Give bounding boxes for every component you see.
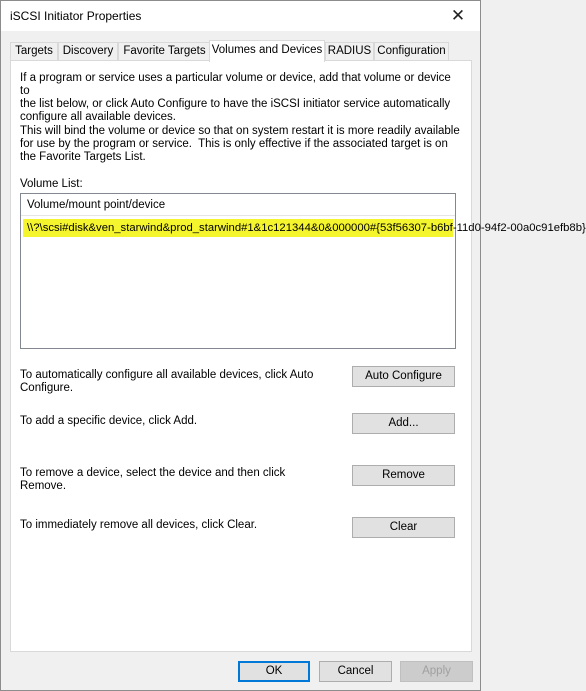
apply-button[interactable]: Apply [400, 661, 473, 682]
clear-button[interactable]: Clear [352, 517, 455, 538]
tab-discovery[interactable]: Discovery [58, 42, 118, 60]
volume-list-header[interactable] [21, 194, 455, 216]
remove-button[interactable]: Remove [352, 465, 455, 486]
tab-volumes-and-devices[interactable]: Volumes and Devices [209, 40, 325, 62]
auto-configure-button[interactable]: Auto Configure [352, 366, 455, 387]
column-header-volume: Volume/mount point/device [27, 199, 166, 211]
remove-description: To remove a device, select the device and then click Remove. [20, 467, 286, 492]
add-description: To add a specific device, click Add. [20, 415, 198, 427]
add-button[interactable]: Add... [352, 413, 455, 434]
bind-info-text: This will bind the volume or device so that on system restart it is more readily available for use by the program or service. This is only effective if the associated target is on the Favorite Targets List. [20, 125, 460, 163]
volume-list-row[interactable] [23, 219, 586, 237]
intro-text: If a program or service uses a particular volume or device, add that volume or device to the list below, or click Auto Configure to have the iSCSI initiator service automatically configure all available devices. [20, 72, 451, 123]
title-bar[interactable] [1, 1, 480, 31]
volume-list[interactable] [20, 193, 586, 349]
close-icon: ✕ [450, 6, 466, 25]
tab-strip [10, 40, 472, 61]
cancel-button[interactable]: Cancel [319, 661, 392, 682]
clear-description: To immediately remove all devices, click Clear. [20, 519, 258, 531]
tab-targets[interactable]: Targets [10, 42, 58, 60]
volumes-and-devices-panel [10, 60, 586, 652]
tab-radius[interactable]: RADIUS [325, 42, 374, 60]
tab-favorite-targets[interactable]: Favorite Targets [118, 42, 211, 60]
close-button[interactable] [436, 1, 480, 31]
volume-path: \\?\scsi#disk&ven_starwind&prod_starwind#1&1c121344&0&000000#{53f56307-b6bf-11d0-94f2-00a0c91efb8b} [27, 222, 586, 234]
window-title: iSCSI Initiator Properties [10, 9, 142, 23]
ok-button[interactable]: OK [238, 661, 310, 682]
tab-configuration[interactable]: Configuration [374, 42, 449, 60]
volume-list-label: Volume List: [20, 178, 83, 190]
auto-configure-description: To automatically configure all available devices, click Auto Configure. [20, 369, 314, 394]
